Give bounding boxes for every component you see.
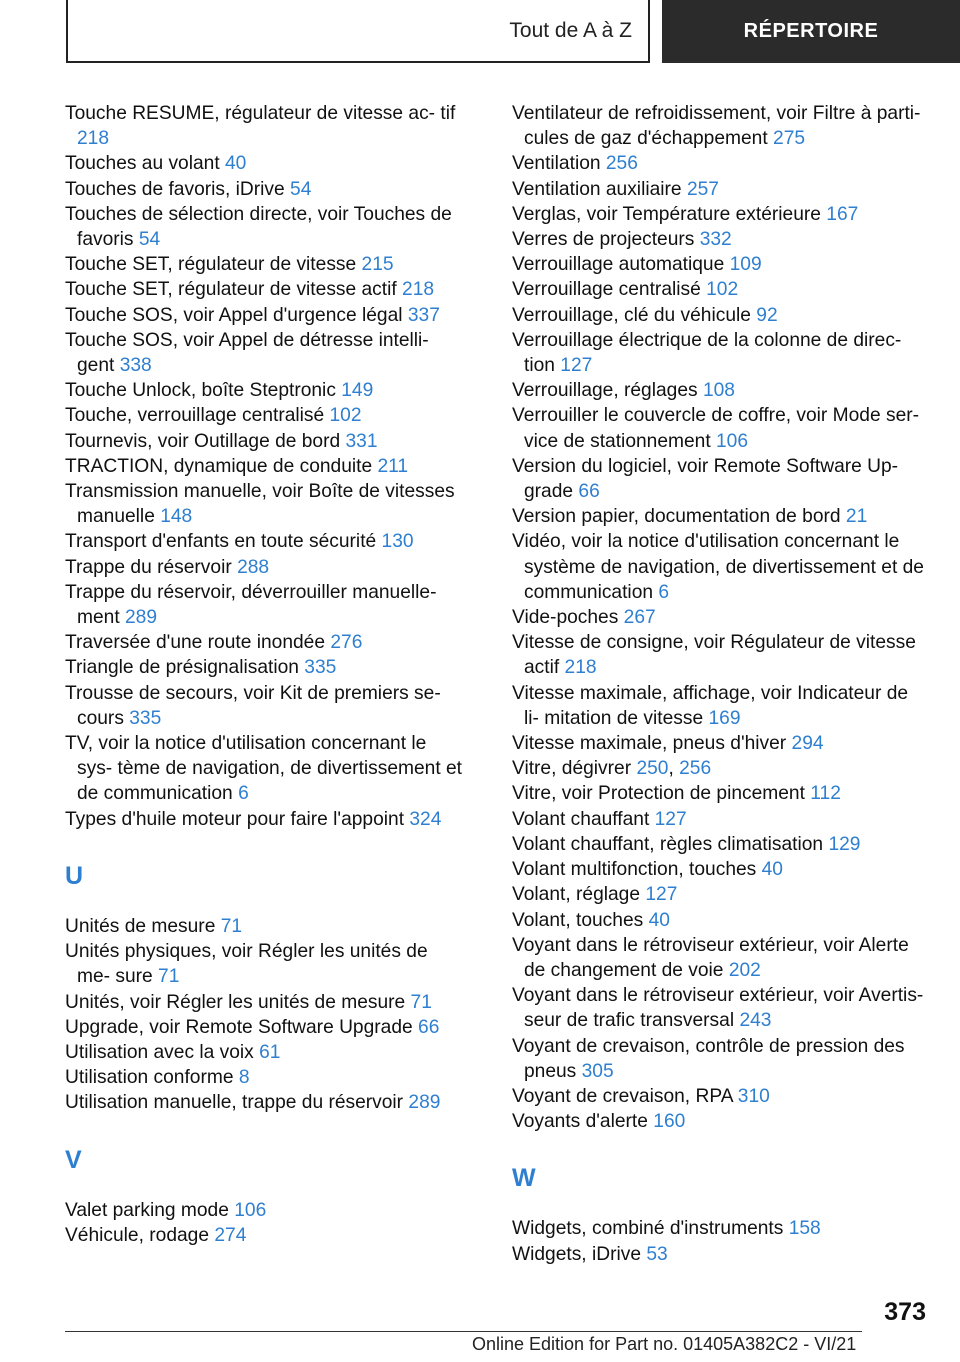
entry-term: Volant, touches <box>512 909 644 931</box>
index-entry <box>65 630 465 655</box>
entry-term: Types d'huile moteur pour faire l'appoint <box>65 808 405 830</box>
entry-term: Vitre, dégivrer <box>512 758 632 780</box>
entry-term: Verrouillage, réglages <box>512 380 698 402</box>
entry-term: Touches au volant <box>65 153 220 175</box>
index-entry <box>512 731 927 756</box>
index-entry <box>512 328 927 378</box>
entry-term: Touches de favoris, iDrive <box>65 178 285 200</box>
entry-term: Unités, voir Régler les unités de mesure <box>65 991 406 1013</box>
entry-term: Utilisation avec la voix <box>65 1041 254 1063</box>
entry-term: Verrouillage, clé du véhicule <box>512 304 751 326</box>
page-link[interactable]: 21 <box>845 506 868 528</box>
page-link[interactable]: 305 <box>581 1060 614 1082</box>
page-link[interactable]: 169 <box>708 707 741 729</box>
edition-note: Online Edition for Part no. 01405A382C2 - VI/21 <box>472 1334 857 1354</box>
entry-term: Ventilateur de refroidissement, voir Filtre à parti‐ cules de gaz d'échappement <box>512 103 921 150</box>
page-link[interactable]: 6 <box>658 581 670 603</box>
page-link[interactable]: 335 <box>129 707 162 729</box>
page-link[interactable]: 8 <box>238 1067 250 1089</box>
page-link[interactable]: 71 <box>410 991 432 1013</box>
entry-term: Voyants d'alerte <box>512 1111 648 1133</box>
page-link[interactable]: 6 <box>238 783 249 805</box>
page-link[interactable]: 158 <box>788 1218 821 1240</box>
index-entry <box>512 252 927 277</box>
index-entry <box>512 101 927 151</box>
index-entry <box>65 1090 465 1115</box>
page-link[interactable]: 106 <box>716 430 749 452</box>
page-link[interactable]: 335 <box>304 657 337 679</box>
entry-term: Touche SET, régulateur de vitesse actif <box>65 279 397 301</box>
index-entry <box>512 529 927 605</box>
page-link[interactable]: 215 <box>361 254 394 276</box>
page-link[interactable]: 332 <box>699 229 732 251</box>
index-entry <box>512 605 927 630</box>
page-link[interactable]: 71 <box>220 915 243 937</box>
index-entry <box>512 857 927 882</box>
page-link[interactable]: 61 <box>259 1041 281 1063</box>
index-entry <box>512 681 927 731</box>
index-entry <box>65 403 465 428</box>
page-link[interactable]: 289 <box>125 607 158 629</box>
page-link[interactable]: 274 <box>214 1224 247 1246</box>
index-entry <box>65 1065 465 1090</box>
index-entry <box>65 479 465 529</box>
page-link[interactable]: 218 <box>77 128 110 150</box>
page-link[interactable]: 66 <box>418 1016 440 1038</box>
entry-term: TV, voir la notice d'utilisation concernant le sys‐ tème de navigation, de divertissement et de communication <box>65 733 463 805</box>
index-entry <box>65 655 465 680</box>
index-entry <box>65 328 465 378</box>
page-link[interactable]: 127 <box>560 355 593 377</box>
page-link[interactable]: 108 <box>702 380 735 402</box>
entry-term: TRACTION, dynamique de conduite <box>65 455 373 477</box>
entry-term: Touche SET, régulateur de vitesse <box>65 254 357 276</box>
page-link[interactable]: 256 <box>679 758 712 780</box>
entry-term: Trappe du réservoir, déverrouiller manuelle‐ ment <box>65 581 437 629</box>
entry-term: Touche SOS, voir Appel d'urgence légal <box>65 304 403 326</box>
entry-term: Version papier, documentation de bord <box>512 506 841 528</box>
page-link[interactable]: 53 <box>646 1243 668 1265</box>
index-entry <box>65 939 465 989</box>
page-number: 373 <box>884 1298 926 1326</box>
entry-term: Touche SOS, voir Appel de détresse intelli‐ gent <box>65 329 429 377</box>
chapter-title: RÉPERTOIRE <box>743 20 879 42</box>
index-entry <box>512 1216 927 1241</box>
index-entry <box>65 1198 465 1223</box>
page-link[interactable]: 310 <box>737 1085 770 1107</box>
page-link[interactable]: 109 <box>729 254 762 276</box>
entry-term: Volant chauffant, règles climatisation <box>512 833 824 855</box>
page-link[interactable]: 71 <box>158 966 180 988</box>
section-tab <box>66 0 650 63</box>
entry-term: Touche Unlock, boîte Steptronic <box>65 380 336 402</box>
index-entry <box>512 1242 927 1267</box>
index-entry <box>512 202 927 227</box>
page-link[interactable]: 257 <box>686 178 719 200</box>
entry-term: Voyant dans le rétroviseur extérieur, voir Alerte de changement de voie <box>512 934 909 981</box>
page-link[interactable]: 211 <box>377 455 409 477</box>
page-link[interactable]: 250 <box>636 758 669 780</box>
page-link[interactable]: 66 <box>578 481 600 503</box>
page-link[interactable]: 127 <box>645 884 678 906</box>
index-entry <box>512 781 927 806</box>
index-entry <box>65 681 465 731</box>
index-entry <box>512 454 927 504</box>
entry-term: Vitesse de consigne, voir Régulateur de vitesse actif <box>512 632 916 679</box>
index-entry <box>65 807 465 832</box>
index-entry <box>65 580 465 630</box>
entry-term: Vitesse maximale, affichage, voir Indicateur de li‐ mitation de vitesse <box>512 682 909 729</box>
index-entry <box>65 555 465 580</box>
page-link[interactable]: 102 <box>706 279 739 301</box>
entry-term: Volant multifonction, touches <box>512 859 757 881</box>
page-link[interactable]: 54 <box>138 229 161 251</box>
index-entry <box>512 832 927 857</box>
entry-term: Véhicule, rodage <box>65 1224 210 1246</box>
index-entry <box>65 252 465 277</box>
entry-term: Verrouillage centralisé <box>512 279 701 301</box>
page-link[interactable]: 148 <box>160 506 193 528</box>
page-link[interactable]: 202 <box>728 959 761 981</box>
page-link[interactable]: 160 <box>653 1111 686 1133</box>
page-link[interactable]: 127 <box>654 808 687 830</box>
entry-term: Verres de projecteurs <box>512 229 695 251</box>
entry-term: Utilisation conforme <box>65 1067 234 1089</box>
entry-term: Triangle de présignalisation <box>65 657 299 679</box>
index-entry <box>65 454 465 479</box>
index-entry <box>65 429 465 454</box>
index-entry <box>512 807 927 832</box>
index-entry <box>512 227 927 252</box>
entry-term: Transport d'enfants en toute sécurité <box>65 531 377 553</box>
page-link[interactable]: 338 <box>119 355 152 377</box>
entry-term: Widgets, combiné d'instruments <box>512 1218 784 1240</box>
entry-term: Verrouillage automatique <box>512 254 725 276</box>
footer-divider <box>65 1331 862 1332</box>
index-entry <box>512 378 927 403</box>
page-link[interactable]: 289 <box>408 1092 441 1114</box>
index-entry <box>65 1223 465 1248</box>
entry-term: Verrouiller le couvercle de coffre, voir Mode ser‐ vice de stationnement <box>512 405 920 452</box>
entry-term: Vide-poches <box>512 607 619 629</box>
index-entry <box>65 914 465 939</box>
page-link[interactable]: 218 <box>564 657 597 679</box>
index-entry <box>512 1084 927 1109</box>
entry-term: Unités physiques, voir Régler les unités de me‐ sure <box>65 941 428 988</box>
entry-term: Transmission manuelle, voir Boîte de vitesses manuelle <box>65 481 455 528</box>
index-entry <box>512 303 927 328</box>
index-letter-heading: W <box>512 1164 536 1193</box>
index-entry <box>65 151 465 176</box>
page-link[interactable]: 324 <box>409 808 442 830</box>
index-entry <box>512 630 927 680</box>
entry-term: Vitre, voir Protection de pincement <box>512 783 805 805</box>
section-title: Tout de A à Z <box>509 18 632 42</box>
page-link[interactable]: 288 <box>237 556 270 578</box>
page-link[interactable]: 294 <box>791 733 824 755</box>
index-entry <box>65 277 465 302</box>
page-link[interactable]: 149 <box>341 380 374 402</box>
index-entry <box>65 1015 465 1040</box>
index-column-left <box>65 101 465 1248</box>
index-letter-heading: U <box>65 861 84 890</box>
index-entry <box>512 504 927 529</box>
index-entry <box>65 303 465 328</box>
index-column-right <box>512 101 927 1267</box>
page-link[interactable]: 276 <box>330 632 363 654</box>
page-link[interactable]: 102 <box>329 405 362 427</box>
entry-term: Volant, réglage <box>512 884 641 906</box>
entry-term: Traversée d'une route inondée <box>65 632 326 654</box>
index-entry <box>512 277 927 302</box>
entry-term: Touche, verrouillage centralisé <box>65 405 325 427</box>
index-entry <box>512 882 927 907</box>
page-link[interactable]: 167 <box>826 203 859 225</box>
page-link[interactable]: 243 <box>739 1010 772 1032</box>
index-entry: Vitre, dégivrer 250, 256 <box>512 758 712 780</box>
index-entry <box>512 908 927 933</box>
index-letter-heading: V <box>65 1145 82 1174</box>
entry-term: Widgets, iDrive <box>512 1243 642 1265</box>
index-entry <box>512 403 927 453</box>
page-link[interactable]: 267 <box>623 607 656 629</box>
page-link[interactable]: 112 <box>810 783 841 805</box>
index-entry <box>65 1040 465 1065</box>
page-link[interactable]: 129 <box>828 833 861 855</box>
index-entry <box>512 983 927 1033</box>
index-entry <box>65 990 465 1015</box>
index-entry <box>65 177 465 202</box>
page-link[interactable]: 130 <box>381 531 414 553</box>
entry-term: Tournevis, voir Outillage de bord <box>65 430 341 452</box>
entry-term: Unités de mesure <box>65 915 216 937</box>
page-link[interactable]: 54 <box>290 178 312 200</box>
page-link[interactable]: 218 <box>402 279 435 301</box>
index-entry <box>65 529 465 554</box>
index-entry <box>512 1109 927 1134</box>
entry-term: Volant chauffant <box>512 808 650 830</box>
index-entry <box>512 151 927 176</box>
entry-term: Verrouillage électrique de la colonne de direc‐ tion <box>512 329 902 377</box>
index-entry <box>65 101 465 151</box>
entry-term: Ventilation <box>512 153 601 175</box>
entry-term: Vitesse maximale, pneus d'hiver <box>512 733 787 755</box>
page-link[interactable]: 337 <box>407 304 440 326</box>
index-entry <box>65 731 465 807</box>
index-entry <box>65 202 465 252</box>
entry-term: Vidéo, voir la notice d'utilisation concernant le système de navigation, de divertissement et de communication <box>512 531 924 603</box>
chapter-tab <box>662 0 960 63</box>
entry-term: Touches de sélection directe, voir Touches de favoris <box>65 203 452 251</box>
entry-term: Valet parking mode <box>65 1199 229 1221</box>
entry-term: Voyant de crevaison, contrôle de pression des pneus <box>512 1035 905 1082</box>
entry-term: Utilisation manuelle, trappe du réservoir <box>65 1092 404 1114</box>
page-link[interactable]: 40 <box>761 859 783 881</box>
entry-term: Voyant dans le rétroviseur extérieur, voir Avertis‐ seur de trafic transversal <box>512 985 924 1032</box>
entry-term: Touche RESUME, régulateur de vitesse ac‐ tif <box>65 103 456 124</box>
entry-term: Version du logiciel, voir Remote Software Up‐ grade <box>512 455 899 503</box>
entry-term: Voyant de crevaison, RPA <box>512 1085 733 1107</box>
page-link[interactable]: 40 <box>648 909 670 931</box>
page-link[interactable]: 92 <box>756 304 778 326</box>
entry-term: Trousse de secours, voir Kit de premiers se‐ cours <box>65 682 441 729</box>
entry-term: Verglas, voir Température extérieure <box>512 203 821 225</box>
index-entry <box>512 933 927 983</box>
page-link[interactable]: 275 <box>773 128 806 150</box>
page-link[interactable]: 256 <box>605 153 638 175</box>
page-link[interactable]: 106 <box>234 1199 267 1221</box>
index-entry <box>65 378 465 403</box>
index-entry <box>512 177 927 202</box>
index-entry <box>512 1034 927 1084</box>
entry-term: Trappe du réservoir <box>65 556 232 578</box>
entry-term: Upgrade, voir Remote Software Upgrade <box>65 1016 413 1038</box>
page-link[interactable]: 40 <box>225 153 247 175</box>
entry-term: Ventilation auxiliaire <box>512 178 682 200</box>
page-link[interactable]: 331 <box>345 430 378 452</box>
